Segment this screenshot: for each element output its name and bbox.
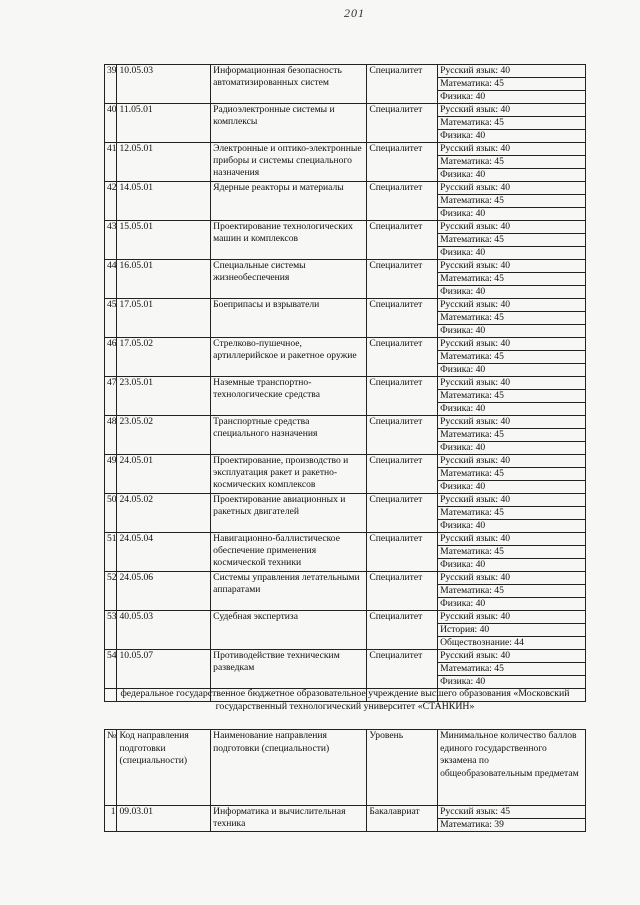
row-number: 1 <box>105 806 117 832</box>
subject-min-score: Физика: 40 <box>438 286 586 299</box>
row-number: 41 <box>105 143 117 182</box>
subject-min-score: Физика: 40 <box>438 403 586 416</box>
header-level: Уровень <box>367 730 438 806</box>
education-level: Специалитет <box>367 611 438 650</box>
education-level: Специалитет <box>367 377 438 416</box>
table-row <box>105 572 586 585</box>
table-row <box>105 494 586 507</box>
direction-code: 23.05.02 <box>117 416 211 455</box>
subject-min-score: Русский язык: 40 <box>438 416 586 429</box>
direction-code: 40.05.03 <box>117 611 211 650</box>
table-row <box>105 533 586 546</box>
direction-name: Специальные системы жизнеобеспечения <box>211 260 367 299</box>
subject-min-score: Математика: 45 <box>438 156 586 169</box>
row-number: 42 <box>105 182 117 221</box>
row-number: 54 <box>105 650 117 689</box>
direction-code: 24.05.01 <box>117 455 211 494</box>
subject-min-score: Математика: 45 <box>438 585 586 598</box>
direction-name: Судебная экспертиза <box>211 611 367 650</box>
subject-min-score: Математика: 45 <box>438 195 586 208</box>
direction-code: 24.05.02 <box>117 494 211 533</box>
education-level: Специалитет <box>367 299 438 338</box>
page-number: 201 <box>344 6 365 20</box>
education-level: Специалитет <box>367 104 438 143</box>
subject-min-score: Русский язык: 40 <box>438 104 586 117</box>
table-row <box>105 806 586 819</box>
education-level: Специалитет <box>367 416 438 455</box>
direction-name: Проектирование авиационных и ракетных двигателей <box>211 494 367 533</box>
row-number: 52 <box>105 572 117 611</box>
education-level: Специалитет <box>367 533 438 572</box>
subject-min-score: Математика: 45 <box>438 351 586 364</box>
education-level: Специалитет <box>367 221 438 260</box>
table-row <box>105 338 586 351</box>
subject-min-score: Русский язык: 40 <box>438 650 586 663</box>
subject-min-score: Физика: 40 <box>438 598 586 611</box>
direction-name: Боеприпасы и взрыватели <box>211 299 367 338</box>
subject-min-score: Русский язык: 40 <box>438 611 586 624</box>
second-requirements-table <box>104 805 586 832</box>
direction-code: 23.05.01 <box>117 377 211 416</box>
subject-min-score: Физика: 40 <box>438 247 586 260</box>
education-level: Специалитет <box>367 650 438 689</box>
direction-name: Наземные транспортно-технологические средства <box>211 377 367 416</box>
table-row <box>105 650 586 663</box>
subject-min-score: Обществознание: 44 <box>438 637 586 650</box>
direction-code: 15.05.01 <box>117 221 211 260</box>
education-level: Специалитет <box>367 260 438 299</box>
direction-code: 12.05.01 <box>117 143 211 182</box>
row-number: 51 <box>105 533 117 572</box>
table-row <box>105 377 586 390</box>
direction-code: 10.05.03 <box>117 65 211 104</box>
direction-code: 24.05.04 <box>117 533 211 572</box>
header-code: Код направления подготовки (специальности) <box>117 730 211 806</box>
direction-code: 17.05.02 <box>117 338 211 377</box>
education-level: Специалитет <box>367 572 438 611</box>
subject-min-score: Математика: 45 <box>438 312 586 325</box>
subject-min-score: Математика: 45 <box>438 429 586 442</box>
subject-min-score: Физика: 40 <box>438 520 586 533</box>
subject-min-score: Физика: 40 <box>438 130 586 143</box>
direction-code: 24.05.06 <box>117 572 211 611</box>
row-number: 43 <box>105 221 117 260</box>
subject-min-score: Математика: 45 <box>438 546 586 559</box>
header-min-score: Минимальное количество баллов единого государственного экзамена по общеобразовательным предметам <box>438 730 586 806</box>
subject-min-score: Математика: 45 <box>438 390 586 403</box>
subject-min-score: Математика: 45 <box>438 234 586 247</box>
subject-min-score: Физика: 40 <box>438 442 586 455</box>
direction-code: 16.05.01 <box>117 260 211 299</box>
subject-min-score: Русский язык: 40 <box>438 377 586 390</box>
table-row <box>105 416 586 429</box>
direction-name: Транспортные средства специального назначения <box>211 416 367 455</box>
direction-name: Стрелково-пушечное, артиллерийское и ракетное оружие <box>211 338 367 377</box>
education-level: Специалитет <box>367 65 438 104</box>
table-row <box>105 455 586 468</box>
subject-min-score: Русский язык: 45 <box>438 806 586 819</box>
subject-min-score: Физика: 40 <box>438 481 586 494</box>
subject-min-score: Математика: 45 <box>438 78 586 91</box>
subject-min-score: Русский язык: 40 <box>438 260 586 273</box>
subject-min-score: Русский язык: 40 <box>438 182 586 195</box>
subject-min-score: Математика: 45 <box>438 117 586 130</box>
subject-min-score: Русский язык: 40 <box>438 494 586 507</box>
table-row <box>105 182 586 195</box>
row-number: 47 <box>105 377 117 416</box>
table-row <box>105 221 586 234</box>
education-level: Специалитет <box>367 338 438 377</box>
subject-min-score: Физика: 40 <box>438 325 586 338</box>
direction-name: Электронные и оптико-электронные приборы и системы специального назначения <box>211 143 367 182</box>
header-table <box>104 729 586 806</box>
direction-code: 11.05.01 <box>117 104 211 143</box>
direction-name: Противодействие техническим разведкам <box>211 650 367 689</box>
table-row <box>105 104 586 117</box>
education-level: Бакалавриат <box>367 806 438 832</box>
direction-name: Радиоэлектронные системы и комплексы <box>211 104 367 143</box>
header-row <box>105 730 586 806</box>
row-number: 48 <box>105 416 117 455</box>
subject-min-score: Физика: 40 <box>438 559 586 572</box>
direction-name: Системы управления летательными аппаратами <box>211 572 367 611</box>
subject-min-score: Русский язык: 40 <box>438 143 586 156</box>
row-number: 50 <box>105 494 117 533</box>
subject-min-score: Физика: 40 <box>438 676 586 689</box>
education-level: Специалитет <box>367 455 438 494</box>
subject-min-score: Физика: 40 <box>438 91 586 104</box>
direction-code: 14.05.01 <box>117 182 211 221</box>
row-number: 40 <box>105 104 117 143</box>
education-level: Специалитет <box>367 494 438 533</box>
header-name: Наименование направления подготовки (специальности) <box>211 730 367 806</box>
subject-min-score: Математика: 39 <box>438 819 586 832</box>
direction-name: Проектирование, производство и эксплуатация ракет и ракетно-космических комплексов <box>211 455 367 494</box>
row-number: 46 <box>105 338 117 377</box>
subject-min-score: Математика: 45 <box>438 507 586 520</box>
subject-min-score: Русский язык: 40 <box>438 455 586 468</box>
subject-min-score: Математика: 45 <box>438 273 586 286</box>
direction-code: 10.05.07 <box>117 650 211 689</box>
direction-name: Проектирование технологических машин и комплексов <box>211 221 367 260</box>
subject-min-score: Русский язык: 40 <box>438 299 586 312</box>
subject-min-score: Русский язык: 40 <box>438 221 586 234</box>
direction-name: Информатика и вычислительная техника <box>211 806 367 832</box>
table-row <box>105 611 586 624</box>
education-level: Специалитет <box>367 143 438 182</box>
row-number: 49 <box>105 455 117 494</box>
row-number: 53 <box>105 611 117 650</box>
table-row <box>105 299 586 312</box>
row-number: 45 <box>105 299 117 338</box>
direction-name: Ядерные реакторы и материалы <box>211 182 367 221</box>
direction-name: Информационная безопасность автоматизированных систем <box>211 65 367 104</box>
subject-min-score: История: 40 <box>438 624 586 637</box>
subject-min-score: Математика: 45 <box>438 663 586 676</box>
subject-min-score: Русский язык: 40 <box>438 533 586 546</box>
subject-min-score: Физика: 40 <box>438 208 586 221</box>
education-level: Специалитет <box>367 182 438 221</box>
header-num: № <box>105 730 117 806</box>
organization-title: федеральное государственное бюджетное образовательное учреждение высшего образования «Московский государственный технологический университет «СТАНКИН» <box>120 688 570 712</box>
subject-min-score: Русский язык: 40 <box>438 65 586 78</box>
row-number: 39 <box>105 65 117 104</box>
table-row <box>105 260 586 273</box>
subject-min-score: Русский язык: 40 <box>438 338 586 351</box>
row-number: 44 <box>105 260 117 299</box>
direction-code: 17.05.01 <box>117 299 211 338</box>
subject-min-score: Русский язык: 40 <box>438 572 586 585</box>
requirements-table <box>104 64 586 702</box>
table-row <box>105 65 586 78</box>
direction-name: Навигационно-баллистическое обеспечение применения космической техники <box>211 533 367 572</box>
subject-min-score: Математика: 45 <box>438 468 586 481</box>
table-row <box>105 143 586 156</box>
subject-min-score: Физика: 40 <box>438 169 586 182</box>
subject-min-score: Физика: 40 <box>438 364 586 377</box>
direction-code: 09.03.01 <box>117 806 211 832</box>
